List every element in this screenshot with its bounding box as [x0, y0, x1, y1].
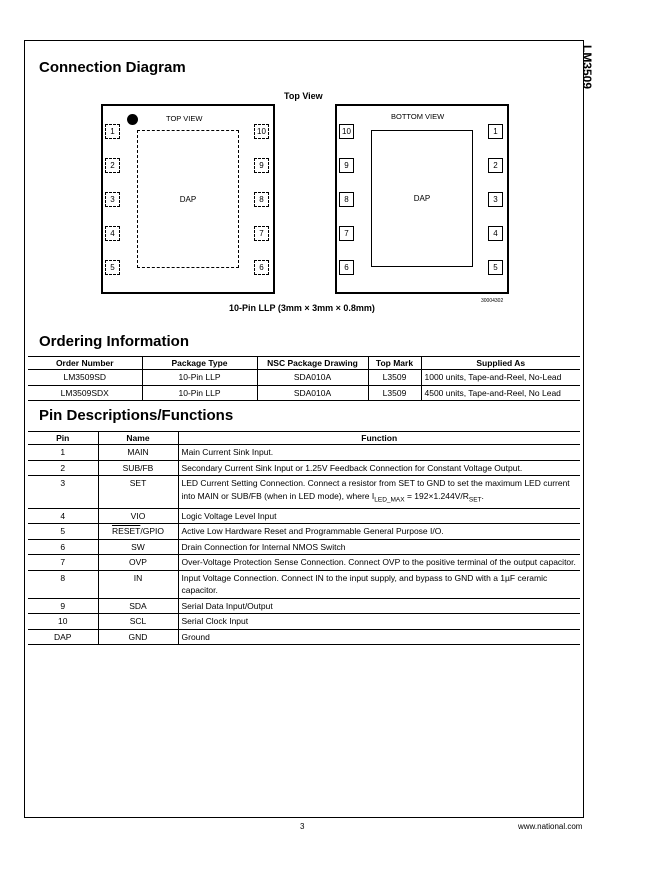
pin-pad-2: 2 [105, 158, 120, 173]
pin-pad-3: 3 [105, 192, 120, 207]
top-view-label: TOP VIEW [166, 114, 203, 123]
pin-pad-6: 6 [339, 260, 354, 275]
pin-pad-5: 5 [488, 260, 503, 275]
table-row [28, 476, 580, 509]
pin-pad-8: 8 [339, 192, 354, 207]
cell-name: OVP [98, 555, 178, 571]
pin-header-row [28, 432, 580, 445]
pin-pad-7: 7 [254, 226, 269, 241]
table-row [28, 598, 580, 614]
cell-function: Ground [178, 629, 580, 645]
pin-pad-8: 8 [254, 192, 269, 207]
bottom-dap: DAP [371, 130, 473, 267]
cell-pin: 9 [28, 598, 98, 614]
col-function: Function [178, 432, 580, 445]
cell: L3509 [368, 385, 421, 401]
cell-function: LED Current Setting Connection. Connect a resistor from SET to GND to set the maximum LED current into MAIN or SUB/FB (when in LED mode), where $I_{LED\_MAX} = 192\times 1.244V/R_{SET}$. [178, 476, 580, 509]
cell-pin: 3 [28, 476, 98, 509]
table-row [28, 539, 580, 555]
table-row [28, 629, 580, 645]
cell-name: VIO [98, 508, 178, 524]
cell-pin: 1 [28, 445, 98, 461]
cell: 10-Pin LLP [142, 370, 257, 386]
side-title: LM3509 [580, 44, 595, 90]
cell: SDA010A [257, 370, 368, 386]
cell-pin: 2 [28, 460, 98, 476]
cell-function: Main Current Sink Input. [178, 445, 580, 461]
pin-pad-3: 3 [488, 192, 503, 207]
cell-pin: 4 [28, 508, 98, 524]
cell-function: Serial Clock Input [178, 614, 580, 630]
cell: LM3509SDX [28, 385, 142, 401]
table-row [28, 460, 580, 476]
top-dap: DAP [137, 130, 239, 268]
cell: L3509 [368, 370, 421, 386]
cell-name: MAIN [98, 445, 178, 461]
cell: 4500 units, Tape-and-Reel, No Lead [421, 385, 580, 401]
pin-pad-9: 9 [254, 158, 269, 173]
cell-function: Serial Data Input/Output [178, 598, 580, 614]
cell-pin: DAP [28, 629, 98, 645]
pin-pad-1: 1 [488, 124, 503, 139]
cell: SDA010A [257, 385, 368, 401]
ordering-heading: Ordering Information [39, 333, 189, 350]
page-number: 3 [300, 822, 305, 831]
table-row [28, 555, 580, 571]
cell-pin: 6 [28, 539, 98, 555]
table-row [28, 370, 580, 386]
cell-name: SUB/FB [98, 460, 178, 476]
ordering-header-row [28, 357, 580, 370]
col-supplied-as: Supplied As [421, 357, 580, 370]
col-package-drawing: NSC Package Drawing [257, 357, 368, 370]
cell-name: SDA [98, 598, 178, 614]
pin-pad-10: 10 [339, 124, 354, 139]
top-view-caption: Top View [284, 91, 323, 101]
cell-function: Input Voltage Connection. Connect IN to the input supply, and bypass to GND with a 1µF ceramic capacitor. [178, 570, 580, 598]
cell-function: Over-Voltage Protection Sense Connection. Connect OVP to the positive terminal of the output capacitor. [178, 555, 580, 571]
pin-pad-4: 4 [105, 226, 120, 241]
col-package-type: Package Type [142, 357, 257, 370]
col-order-number: Order Number [28, 357, 142, 370]
figure-number: 30004302 [481, 298, 504, 304]
pin-pad-1: 1 [105, 124, 120, 139]
bottom-view-package [335, 104, 509, 294]
pin-table [28, 431, 580, 645]
cell-name: SET [98, 476, 178, 509]
cell-name: GND [98, 629, 178, 645]
cell-pin: 7 [28, 555, 98, 571]
table-row [28, 570, 580, 598]
table-row [28, 508, 580, 524]
table-row [28, 385, 580, 401]
col-name: Name [98, 432, 178, 445]
cell-pin: 8 [28, 570, 98, 598]
cell-function: Secondary Current Sink Input or 1.25V Feedback Connection for Constant Voltage Output. [178, 460, 580, 476]
pin-pad-2: 2 [488, 158, 503, 173]
cell-function: Active Low Hardware Reset and Programmable General Purpose I/O. [178, 524, 580, 540]
pin-pad-9: 9 [339, 158, 354, 173]
cell-pin: 10 [28, 614, 98, 630]
cell-name: SCL [98, 614, 178, 630]
col-top-mark: Top Mark [368, 357, 421, 370]
pins-heading: Pin Descriptions/Functions [39, 407, 234, 424]
cell: 1000 units, Tape-and-Reel, No-Lead [421, 370, 580, 386]
pin-pad-6: 6 [254, 260, 269, 275]
cell-pin: 5 [28, 524, 98, 540]
table-row [28, 445, 580, 461]
cell: LM3509SD [28, 370, 142, 386]
package-caption: 10-Pin LLP (3mm × 3mm × 0.8mm) [229, 303, 375, 313]
table-row [28, 614, 580, 630]
cell: 10-Pin LLP [142, 385, 257, 401]
pin-pad-5: 5 [105, 260, 120, 275]
footer-site: www.national.com [518, 822, 583, 831]
col-pin: Pin [28, 432, 98, 445]
cell-name: RESET/GPIO [98, 524, 178, 540]
cell-function: Logic Voltage Level Input [178, 508, 580, 524]
table-row [28, 524, 580, 540]
pin-pad-7: 7 [339, 226, 354, 241]
connection-heading: Connection Diagram [39, 59, 186, 76]
top-view-package [101, 104, 275, 294]
pin-pad-10: 10 [254, 124, 269, 139]
pin1-marker-dot [127, 114, 138, 125]
cell-name: SW [98, 539, 178, 555]
bottom-view-label: BOTTOM VIEW [391, 112, 445, 121]
cell-function: Drain Connection for Internal NMOS Switch [178, 539, 580, 555]
pin-pad-4: 4 [488, 226, 503, 241]
cell-name: IN [98, 570, 178, 598]
ordering-table [28, 356, 580, 401]
